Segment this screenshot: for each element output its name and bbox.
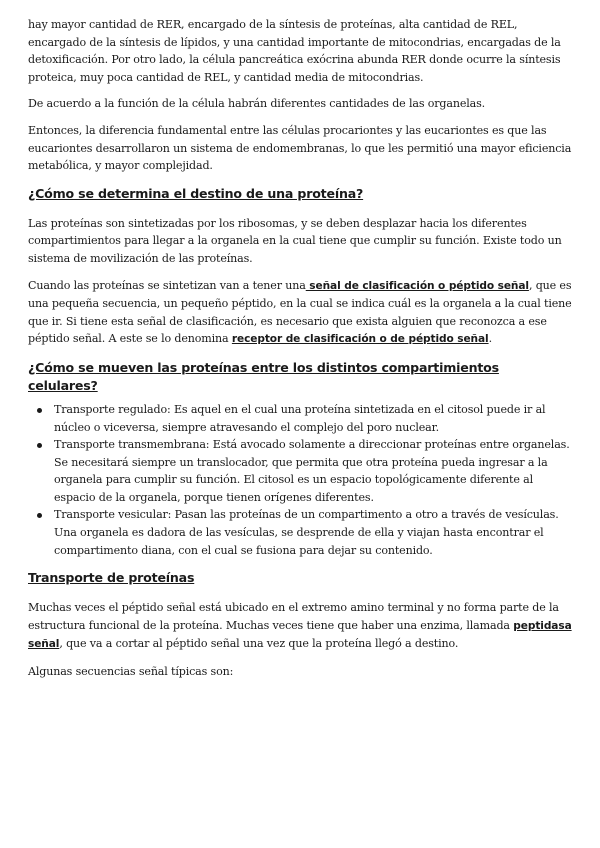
section3-paragraph-1 (28, 599, 572, 654)
list-item-text: Transporte regulado: Es aquel en el cual una proteína sintetizada en el citosol puede ir al núcleo o viceversa, siempre atravesando el complejo del poro nuclear. (54, 402, 546, 434)
bullet-icon (37, 408, 42, 413)
list-item (28, 506, 572, 559)
transport-types-list (28, 401, 572, 559)
bullet-icon (37, 443, 42, 448)
section1-paragraph-2 (28, 277, 572, 349)
list-item-text: Transporte vesicular: Pasan las proteínas de un compartimento a otro a través de vesículas. Una organela es dadora de las vesículas, se desprende de ella y viajan hasta encontrar el compartimento diana, con el cual se fusiona para dejar su contenido. (54, 508, 559, 557)
intro-paragraph: hay mayor cantidad de RER, encargado de la síntesis de proteínas, alta cantidad de REL, encargado de la síntesis de lípidos, y una cantidad importante de mitocondrias, encargadas de la detoxificación. Por otro lado, la célula pancreática exócrina abunda RER donde ocurre la síntesis proteica, muy poca cantidad de REL, y cantidad media de mitocondrias. (28, 18, 561, 84)
difference-paragraph: Entonces, la diferencia fundamental entre las células procariontes y las eucariontes es que las eucariontes desarrollaron un sistema de endomembranas, lo que les permitió una mayor eficiencia metabólica, y mayor complejidad. (28, 123, 572, 173)
list-item (28, 401, 572, 436)
section3-p1-text-b: , que va a cortar al péptido señal una vez que la proteína llegó a destino. (59, 637, 459, 651)
term-signal-peptide: señal de clasificación o péptido señal (305, 279, 529, 292)
term-signal-receptor: receptor de clasificación o de péptido señal (231, 333, 489, 346)
section1-paragraph-1: Las proteínas son sintetizadas por los ribosomas, y se deben desplazar hacia los diferentes compartimientos para llegar a la organela en la cual tiene que cumplir su función. Existe todo un sistema de movilización de las proteínas. (28, 216, 562, 265)
section1-p2-text-a: Cuando las proteínas se sintetizan van a tener una (28, 278, 306, 292)
list-item-text: Transporte transmembrana: Está avocado solamente a direccionar proteínas entre organelas. Se necesitará siempre un translocador, que permita que otra proteína pueda ingresar a la organela para cumplir su función. El citosol es un espacio topológicamente diferente al espacio de la organela, porque tienen orígenes diferentes. (54, 438, 570, 504)
organelles-paragraph: De acuerdo a la función de la célula habrán diferentes cantidades de las organelas. (28, 97, 486, 111)
section3-paragraph-2: Algunas secuencias señal típicas son: (28, 665, 234, 679)
list-item (28, 436, 572, 506)
bullet-icon (37, 513, 42, 518)
term-signal-peptidase: peptidasa señal (28, 619, 572, 651)
section3-p1-text-a: Muchas veces el péptido señal está ubicado en el extremo amino terminal y no forma parte de la estructura funcional de la proteína. Muchas veces tiene que haber una enzima, llamada (28, 601, 559, 632)
section1-p2-text-b: , que es una pequeña secuencia, un pequeño péptido, en la cual se indica cuál es la organela a la cual tiene que ir. Si tiene esta señal de clasificación, es necesario que exista alguien que reconozca a ese péptido señal. A este se lo denomina (28, 278, 572, 346)
section-heading-protein-destination: ¿Cómo se determina el destino de una proteína? (28, 185, 364, 201)
section-heading-protein-transport: Transporte de proteínas (28, 570, 195, 586)
section-heading-protein-movement: ¿Cómo se mueven las proteínas entre los distintos compartimientos celulares? (28, 359, 499, 393)
section1-p2-text-c: . (488, 332, 492, 346)
